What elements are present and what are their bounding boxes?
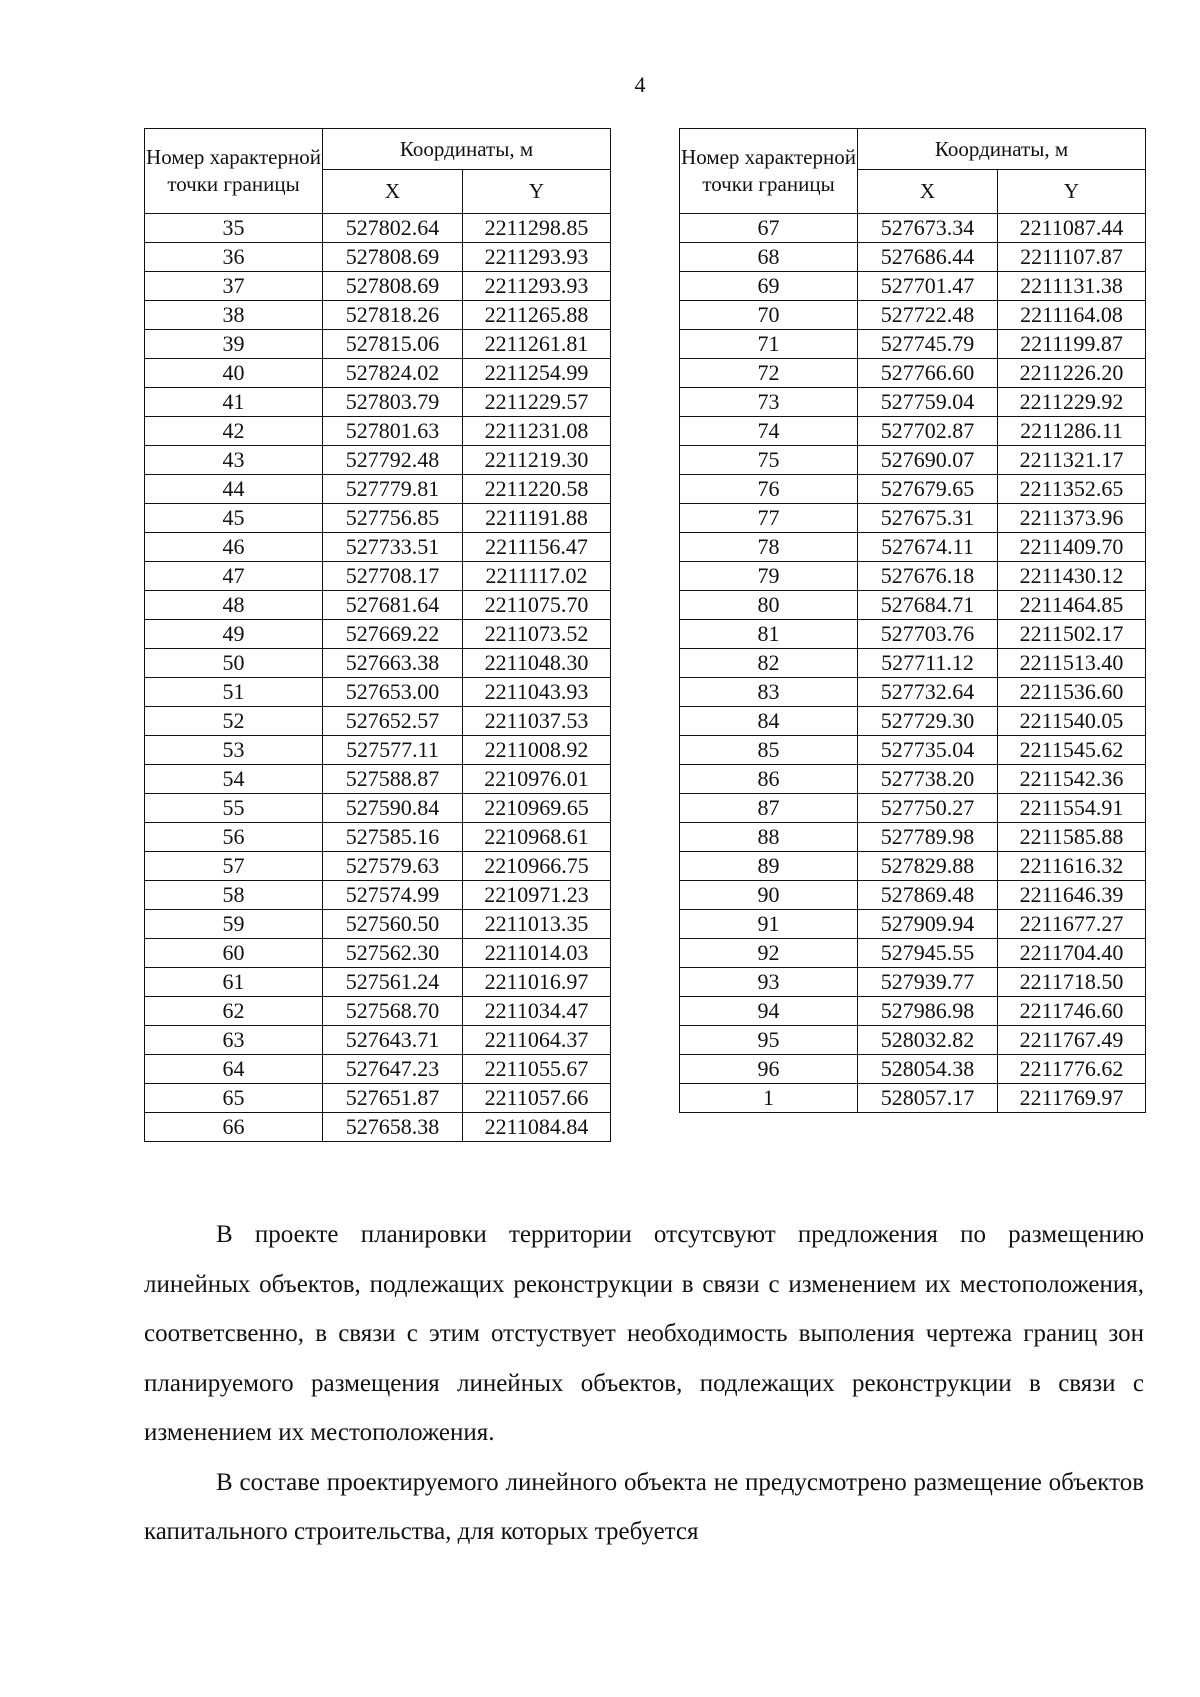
cell-x: 527579.63: [323, 852, 463, 881]
paragraph: В проекте планировки территории отсутсвуют предложения по размещению линейных объектов, подлежащих реконструкции в связи с изменением их местоположения, соответсвенно, в связи с этим отстуствует необходимость выполения чертежа границ зон планируемого размещения линейных объектов, подлежащих реконструкции в связи с изменением их местоположения.: [144, 1221, 1144, 1446]
cell-y: 2211767.49: [998, 1026, 1146, 1055]
cell-point-number: 93: [680, 968, 858, 997]
cell-y: 2211540.05: [998, 707, 1146, 736]
cell-point-number: 94: [680, 997, 858, 1026]
table-row: [145, 417, 611, 446]
table-row: [145, 330, 611, 359]
table-row: [680, 678, 1146, 707]
cell-y: 2211646.39: [998, 881, 1146, 910]
cell-x: 527676.18: [858, 562, 998, 591]
cell-point-number: 96: [680, 1055, 858, 1084]
cell-y: 2211373.96: [998, 504, 1146, 533]
cell-point-number: 68: [680, 243, 858, 272]
cell-point-number: 64: [145, 1055, 323, 1084]
table-row: [145, 301, 611, 330]
cell-x: 527808.69: [323, 272, 463, 301]
cell-x: 527673.34: [858, 214, 998, 243]
cell-x: 527759.04: [858, 388, 998, 417]
cell-point-number: 1: [680, 1084, 858, 1113]
table-row: [680, 330, 1146, 359]
cell-x: 527824.02: [323, 359, 463, 388]
header-y: Y: [463, 170, 611, 214]
cell-y: 2211064.37: [463, 1026, 611, 1055]
cell-y: 2211013.35: [463, 910, 611, 939]
cell-y: 2210971.23: [463, 881, 611, 910]
table-row: [680, 1055, 1146, 1084]
cell-x: 527803.79: [323, 388, 463, 417]
cell-y: 2211048.30: [463, 649, 611, 678]
cell-y: 2211156.47: [463, 533, 611, 562]
table-row: [680, 388, 1146, 417]
cell-y: 2211254.99: [463, 359, 611, 388]
cell-y: 2211016.97: [463, 968, 611, 997]
cell-x: 527562.30: [323, 939, 463, 968]
cell-y: 2211298.85: [463, 214, 611, 243]
table-row: [680, 446, 1146, 475]
table-row: [680, 1026, 1146, 1055]
cell-point-number: 70: [680, 301, 858, 330]
cell-x: 527722.48: [858, 301, 998, 330]
table-row: [145, 272, 611, 301]
cell-point-number: 39: [145, 330, 323, 359]
cell-point-number: 84: [680, 707, 858, 736]
cell-point-number: 58: [145, 881, 323, 910]
cell-y: 2211430.12: [998, 562, 1146, 591]
cell-point-number: 42: [145, 417, 323, 446]
header-point-number: Номер характерной точки границы: [145, 129, 323, 214]
cell-point-number: 59: [145, 910, 323, 939]
table-row: [680, 649, 1146, 678]
cell-point-number: 67: [680, 214, 858, 243]
cell-point-number: 95: [680, 1026, 858, 1055]
cell-point-number: 76: [680, 475, 858, 504]
cell-point-number: 82: [680, 649, 858, 678]
table-row: [145, 533, 611, 562]
cell-x: 527801.63: [323, 417, 463, 446]
cell-y: 2211545.62: [998, 736, 1146, 765]
cell-x: 527701.47: [858, 272, 998, 301]
table-row: [680, 359, 1146, 388]
table-row: [145, 736, 611, 765]
cell-y: 2211226.20: [998, 359, 1146, 388]
table-row: [680, 243, 1146, 272]
table-row: [680, 533, 1146, 562]
table-row: [145, 765, 611, 794]
cell-point-number: 48: [145, 591, 323, 620]
cell-x: 527750.27: [858, 794, 998, 823]
cell-point-number: 45: [145, 504, 323, 533]
cell-point-number: 79: [680, 562, 858, 591]
cell-x: 527945.55: [858, 939, 998, 968]
cell-x: 527829.88: [858, 852, 998, 881]
cell-y: 2211055.67: [463, 1055, 611, 1084]
cell-x: 527732.64: [858, 678, 998, 707]
cell-x: 527588.87: [323, 765, 463, 794]
cell-point-number: 44: [145, 475, 323, 504]
cell-y: 2211117.02: [463, 562, 611, 591]
cell-point-number: 52: [145, 707, 323, 736]
cell-y: 2211008.92: [463, 736, 611, 765]
cell-y: 2210976.01: [463, 765, 611, 794]
coordinates-table-left: [144, 128, 611, 1142]
cell-point-number: 66: [145, 1113, 323, 1142]
cell-x: 527561.24: [323, 968, 463, 997]
cell-y: 2211542.36: [998, 765, 1146, 794]
table-row: [145, 823, 611, 852]
cell-y: 2211131.38: [998, 272, 1146, 301]
cell-x: 527674.11: [858, 533, 998, 562]
table-row: [680, 475, 1146, 504]
page-number: 4: [634, 72, 646, 97]
cell-point-number: 47: [145, 562, 323, 591]
table-row: [145, 562, 611, 591]
table-row: [145, 1055, 611, 1084]
cell-y: 2211616.32: [998, 852, 1146, 881]
table-row: [145, 678, 611, 707]
table-row: [145, 446, 611, 475]
cell-point-number: 57: [145, 852, 323, 881]
cell-point-number: 40: [145, 359, 323, 388]
cell-x: 527653.00: [323, 678, 463, 707]
cell-y: 2211084.84: [463, 1113, 611, 1142]
cell-point-number: 63: [145, 1026, 323, 1055]
cell-point-number: 41: [145, 388, 323, 417]
cell-x: 527708.17: [323, 562, 463, 591]
cell-point-number: 53: [145, 736, 323, 765]
body-text: [144, 1210, 1144, 1557]
cell-y: 2211769.97: [998, 1084, 1146, 1113]
cell-point-number: 72: [680, 359, 858, 388]
cell-y: 2211043.93: [463, 678, 611, 707]
cell-y: 2211464.85: [998, 591, 1146, 620]
cell-y: 2211107.87: [998, 243, 1146, 272]
cell-x: 527703.76: [858, 620, 998, 649]
cell-x: 527818.26: [323, 301, 463, 330]
cell-x: 527651.87: [323, 1084, 463, 1113]
cell-x: 527792.48: [323, 446, 463, 475]
cell-x: 527690.07: [858, 446, 998, 475]
cell-x: 527745.79: [858, 330, 998, 359]
cell-x: 527808.69: [323, 243, 463, 272]
cell-y: 2211536.60: [998, 678, 1146, 707]
cell-x: 527590.84: [323, 794, 463, 823]
cell-y: 2211014.03: [463, 939, 611, 968]
cell-y: 2211293.93: [463, 272, 611, 301]
cell-y: 2211718.50: [998, 968, 1146, 997]
cell-point-number: 71: [680, 330, 858, 359]
cell-x: 527733.51: [323, 533, 463, 562]
table-row: [680, 562, 1146, 591]
cell-x: 527643.71: [323, 1026, 463, 1055]
table-row: [145, 620, 611, 649]
cell-point-number: 56: [145, 823, 323, 852]
cell-x: 527986.98: [858, 997, 998, 1026]
cell-point-number: 85: [680, 736, 858, 765]
cell-y: 2211677.27: [998, 910, 1146, 939]
cell-point-number: 54: [145, 765, 323, 794]
header-coordinates: Координаты, м: [323, 129, 611, 170]
table-row: [145, 1113, 611, 1142]
cell-x: 527585.16: [323, 823, 463, 852]
cell-point-number: 90: [680, 881, 858, 910]
cell-x: 527729.30: [858, 707, 998, 736]
cell-point-number: 65: [145, 1084, 323, 1113]
cell-point-number: 36: [145, 243, 323, 272]
cell-y: 2211776.62: [998, 1055, 1146, 1084]
cell-x: 527869.48: [858, 881, 998, 910]
cell-y: 2211219.30: [463, 446, 611, 475]
cell-y: 2211164.08: [998, 301, 1146, 330]
table-row: [145, 649, 611, 678]
cell-x: 527560.50: [323, 910, 463, 939]
header-y: Y: [998, 170, 1146, 214]
table-row: [680, 214, 1146, 243]
cell-x: 527684.71: [858, 591, 998, 620]
cell-x: 527658.38: [323, 1113, 463, 1142]
table-row: [145, 591, 611, 620]
cell-x: 527686.44: [858, 243, 998, 272]
table-body-right: [680, 214, 1146, 1113]
cell-point-number: 74: [680, 417, 858, 446]
cell-x: 527647.23: [323, 1055, 463, 1084]
table-row: [680, 301, 1146, 330]
header-point-number: Номер характерной точки границы: [680, 129, 858, 214]
table-row: [680, 272, 1146, 301]
cell-point-number: 49: [145, 620, 323, 649]
cell-point-number: 75: [680, 446, 858, 475]
cell-y: 2211513.40: [998, 649, 1146, 678]
cell-point-number: 83: [680, 678, 858, 707]
cell-x: 527669.22: [323, 620, 463, 649]
cell-point-number: 87: [680, 794, 858, 823]
cell-y: 2211034.47: [463, 997, 611, 1026]
table-row: [145, 243, 611, 272]
cell-x: 527574.99: [323, 881, 463, 910]
cell-y: 2211261.81: [463, 330, 611, 359]
table-row: [145, 881, 611, 910]
cell-x: 527766.60: [858, 359, 998, 388]
cell-x: 528057.17: [858, 1084, 998, 1113]
cell-point-number: 51: [145, 678, 323, 707]
coordinates-table-right: [679, 128, 1146, 1113]
table-row: [680, 794, 1146, 823]
cell-point-number: 81: [680, 620, 858, 649]
cell-x: 527711.12: [858, 649, 998, 678]
table-row: [145, 1026, 611, 1055]
cell-y: 2211409.70: [998, 533, 1146, 562]
cell-y: 2211554.91: [998, 794, 1146, 823]
table-row: [680, 707, 1146, 736]
header-x: X: [323, 170, 463, 214]
cell-y: 2211087.44: [998, 214, 1146, 243]
cell-point-number: 77: [680, 504, 858, 533]
cell-y: 2211199.87: [998, 330, 1146, 359]
table-row: [145, 910, 611, 939]
table-row: [680, 997, 1146, 1026]
cell-point-number: 73: [680, 388, 858, 417]
cell-y: 2210969.65: [463, 794, 611, 823]
cell-x: 527909.94: [858, 910, 998, 939]
cell-y: 2211286.11: [998, 417, 1146, 446]
cell-y: 2211231.08: [463, 417, 611, 446]
cell-x: 527568.70: [323, 997, 463, 1026]
cell-x: 527702.87: [858, 417, 998, 446]
cell-point-number: 86: [680, 765, 858, 794]
cell-y: 2211191.88: [463, 504, 611, 533]
cell-y: 2210966.75: [463, 852, 611, 881]
cell-x: 527779.81: [323, 475, 463, 504]
cell-x: 527735.04: [858, 736, 998, 765]
cell-y: 2211352.65: [998, 475, 1146, 504]
cell-x: 527738.20: [858, 765, 998, 794]
table-row: [680, 823, 1146, 852]
cell-point-number: 89: [680, 852, 858, 881]
cell-y: 2211265.88: [463, 301, 611, 330]
cell-point-number: 43: [145, 446, 323, 475]
cell-x: 527679.65: [858, 475, 998, 504]
table-row: [145, 214, 611, 243]
table-row: [145, 852, 611, 881]
table-row: [680, 591, 1146, 620]
cell-point-number: 78: [680, 533, 858, 562]
cell-point-number: 37: [145, 272, 323, 301]
table-row: [680, 881, 1146, 910]
cell-y: 2211057.66: [463, 1084, 611, 1113]
header-coordinates: Координаты, м: [858, 129, 1146, 170]
cell-y: 2211073.52: [463, 620, 611, 649]
table-row: [680, 765, 1146, 794]
cell-y: 2211585.88: [998, 823, 1146, 852]
cell-point-number: 91: [680, 910, 858, 939]
cell-point-number: 62: [145, 997, 323, 1026]
table-row: [145, 939, 611, 968]
cell-y: 2211502.17: [998, 620, 1146, 649]
table-row: [680, 910, 1146, 939]
table-row: [680, 939, 1146, 968]
table-row: [145, 1084, 611, 1113]
cell-y: 2211746.60: [998, 997, 1146, 1026]
table-row: [145, 794, 611, 823]
table-row: [680, 968, 1146, 997]
cell-y: 2211704.40: [998, 939, 1146, 968]
paragraph: В составе проектируемого линейного объекта не предусмотрено размещение объектов капитального строительства, для которых требуется: [144, 1468, 1144, 1545]
cell-y: 2210968.61: [463, 823, 611, 852]
cell-point-number: 60: [145, 939, 323, 968]
table-row: [680, 417, 1146, 446]
table-row: [680, 852, 1146, 881]
cell-y: 2211321.17: [998, 446, 1146, 475]
cell-y: 2211229.57: [463, 388, 611, 417]
cell-x: 527675.31: [858, 504, 998, 533]
cell-point-number: 92: [680, 939, 858, 968]
cell-x: 528054.38: [858, 1055, 998, 1084]
cell-y: 2211293.93: [463, 243, 611, 272]
table-body-left: [145, 214, 611, 1142]
cell-x: 528032.82: [858, 1026, 998, 1055]
table-row: [145, 359, 611, 388]
cell-point-number: 50: [145, 649, 323, 678]
table-row: [680, 620, 1146, 649]
table-row: [145, 504, 611, 533]
table-row: [680, 1084, 1146, 1113]
cell-y: 2211229.92: [998, 388, 1146, 417]
table-row: [680, 736, 1146, 765]
cell-x: 527681.64: [323, 591, 463, 620]
cell-y: 2211037.53: [463, 707, 611, 736]
cell-x: 527939.77: [858, 968, 998, 997]
cell-point-number: 69: [680, 272, 858, 301]
table-row: [145, 388, 611, 417]
cell-y: 2211075.70: [463, 591, 611, 620]
table-row: [145, 707, 611, 736]
cell-point-number: 61: [145, 968, 323, 997]
cell-x: 527577.11: [323, 736, 463, 765]
cell-x: 527652.57: [323, 707, 463, 736]
table-row: [145, 475, 611, 504]
cell-y: 2211220.58: [463, 475, 611, 504]
cell-x: 527756.85: [323, 504, 463, 533]
cell-point-number: 88: [680, 823, 858, 852]
cell-x: 527815.06: [323, 330, 463, 359]
table-row: [680, 504, 1146, 533]
cell-point-number: 80: [680, 591, 858, 620]
cell-x: 527663.38: [323, 649, 463, 678]
header-x: X: [858, 170, 998, 214]
cell-x: 527789.98: [858, 823, 998, 852]
cell-point-number: 46: [145, 533, 323, 562]
cell-point-number: 55: [145, 794, 323, 823]
table-row: [145, 997, 611, 1026]
cell-point-number: 35: [145, 214, 323, 243]
table-row: [145, 968, 611, 997]
cell-x: 527802.64: [323, 214, 463, 243]
cell-point-number: 38: [145, 301, 323, 330]
